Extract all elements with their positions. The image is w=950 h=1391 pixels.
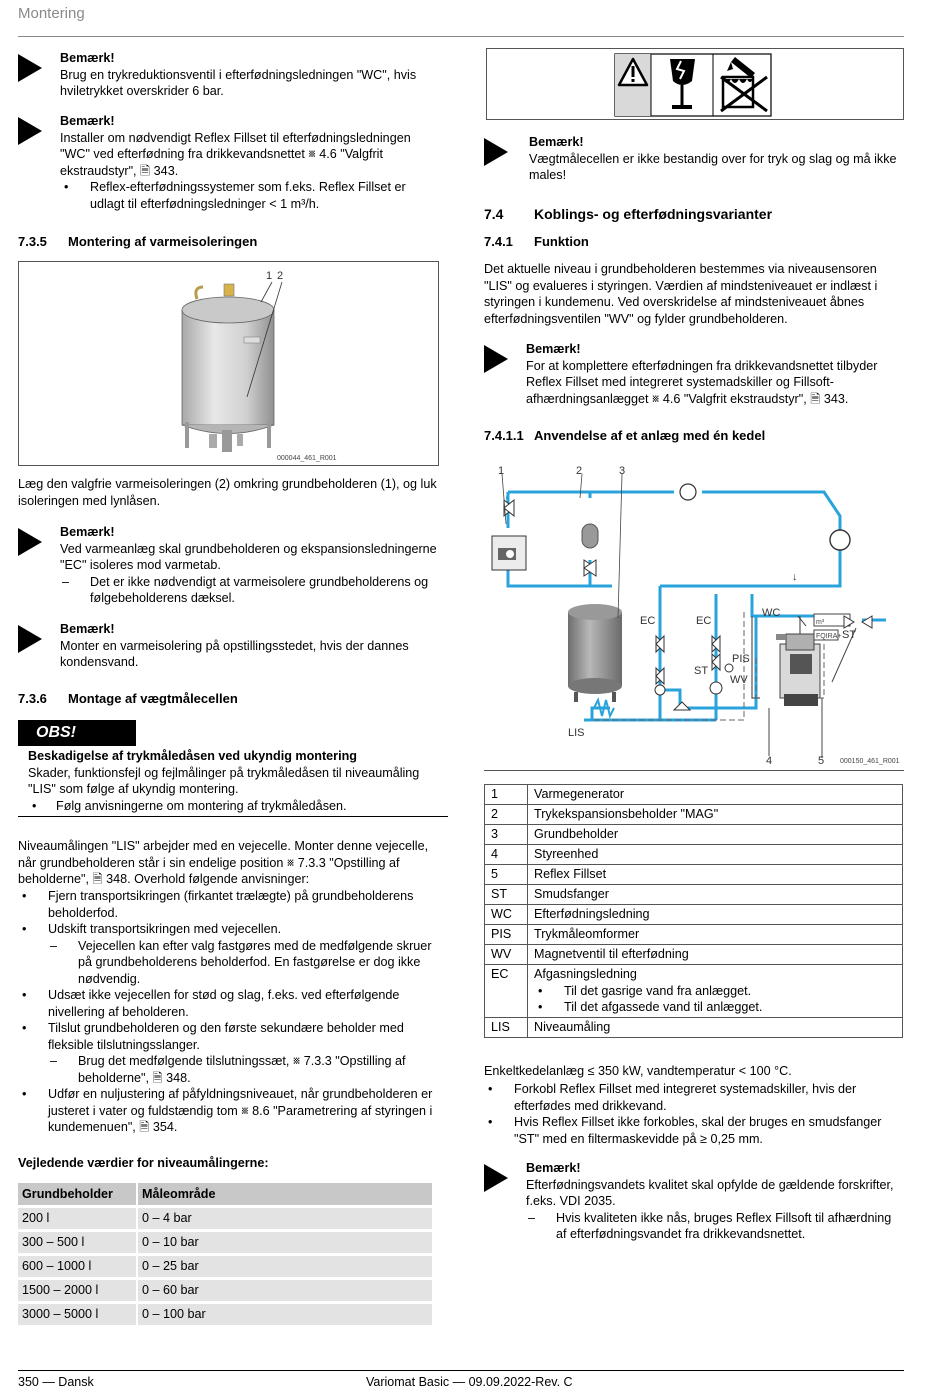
label-st: ST xyxy=(694,665,709,677)
footer-page-language: 350 — Dansk xyxy=(18,1375,94,1389)
table-row xyxy=(485,825,903,845)
obs-bullet: • Følg anvisningerne om montering af trykmåledåsen. xyxy=(28,798,448,815)
table-row xyxy=(18,1232,432,1253)
table-cell: 3000 – 5000 l xyxy=(18,1304,136,1325)
figure-warning-signs xyxy=(486,48,904,120)
boiler-icon xyxy=(492,500,526,570)
table-row xyxy=(485,865,903,885)
table-cell: 200 l xyxy=(18,1208,136,1229)
label-lis: LIS xyxy=(568,727,585,739)
obs-text: Skader, funktionsfejl og fejlmålinger på trykmåledåsen til niveaumåling "LIS" som følge af ukyndig montering. xyxy=(28,765,420,796)
list-item: • Forkobl Reflex Fillset med integreret systemadskiller, hvis der efterfødes med drikkevand. xyxy=(484,1081,904,1114)
legend-value: Magnetventil til efterfødning xyxy=(528,945,903,965)
label-wc: WC xyxy=(762,607,781,619)
note-bullet: • Reflex-efterfødningssystemer som f.eks. Reflex Fillset er udlagt til efterfødningsledninger < 1 m³/h. xyxy=(60,179,438,212)
note-arrow-icon xyxy=(18,54,42,82)
note-weighing-cell xyxy=(484,134,904,184)
list-subitem: – Vejecellen kan efter valg fastgøres med de medfølgende skruer på grundbeholderens beholderfod. En fastgørelse er dog ikke nødvendig. xyxy=(48,938,438,988)
legend-table xyxy=(484,784,903,1038)
legend-key: ST xyxy=(485,885,528,905)
table-header-row xyxy=(18,1183,432,1205)
legend-key: PIS xyxy=(485,925,528,945)
table-row xyxy=(18,1304,432,1325)
label-ec-1: EC xyxy=(640,615,656,627)
legend-key: 4 xyxy=(485,845,528,865)
footer-document-title: Variomat Basic — 09.09.2022-Rev. C xyxy=(366,1375,573,1389)
table-cell: 0 – 100 bar xyxy=(138,1304,432,1325)
note-fillset xyxy=(18,113,438,212)
paragraph-weighing-cell: Niveaumålingen "LIS" arbejder med en vejecelle. Monter denne vejecelle, når grundbeholderen står i sin endelige position ␧ 7.3.3 "Opstilling af beholderne", 🗎 348. Overhold følgende anvisninger: xyxy=(18,839,429,886)
label-ec-2: EC xyxy=(696,615,712,627)
note-condensation xyxy=(18,621,438,671)
note-water-quality xyxy=(484,1160,904,1243)
hydraulic-diagram xyxy=(484,458,904,770)
radiator-icon xyxy=(830,530,850,550)
label-m3: m³ xyxy=(816,619,825,626)
tank-insulation-illustration xyxy=(19,262,438,465)
bullet-list-fillset xyxy=(484,1081,904,1147)
section-title: Montering af varmeisoleringen xyxy=(68,234,258,249)
note-text: Installer om nødvendigt Reflex Fillset til efterfødningsledningen "WC" ved efterfødning fra drikkevandsnettet ␧ 4.6 "Valgfrit ekstraudstyr", 🗎 343. xyxy=(60,130,411,178)
legend-key: 3 xyxy=(485,825,528,845)
legend-key: LIS xyxy=(485,1017,528,1037)
list-item: • Fjern transportsikringen (firkantet trælægte) på grundbeholderens beholderfod. xyxy=(18,888,438,921)
legend-key: 5 xyxy=(485,865,528,885)
legend-key: 1 xyxy=(485,785,528,805)
section-number: 7.3.5 xyxy=(18,234,47,249)
legend-table-wrap xyxy=(484,784,903,1038)
control-unit-icon xyxy=(776,634,820,706)
legend-key: WV xyxy=(485,945,528,965)
paragraph-insulation: Læg den valgfrie varmeisoleringen (2) omkring grundbeholderen (1), og luk isoleringen med lynlåsen. xyxy=(18,477,437,508)
list-item: • Tilslut grundbeholderen og den første sekundære beholder med fleksible tilslutningsslanger. xyxy=(18,1020,438,1053)
page-header: Montering xyxy=(18,5,85,22)
label-pis: PIS xyxy=(732,653,750,665)
table-row xyxy=(485,785,903,805)
legend-value: Styreenhed xyxy=(528,845,903,865)
expansion-vessel-icon xyxy=(582,524,598,576)
section-heading-7-3-6 xyxy=(18,691,238,708)
note-pressure-reducer xyxy=(18,50,438,100)
note-arrow-icon xyxy=(18,117,42,145)
table-row xyxy=(485,805,903,825)
table-cell: 0 – 4 bar xyxy=(138,1208,432,1229)
table-row xyxy=(18,1208,432,1229)
note-arrow-icon xyxy=(484,138,508,166)
paragraph-single-boiler: Enkeltkedelanlæg ≤ 350 kW, vandtemperatur < 100 °C. xyxy=(484,1064,792,1078)
legend-value: Trykmåleomformer xyxy=(528,925,903,945)
callout-2: 2 xyxy=(576,465,583,477)
obs-title: Beskadigelse af trykmåledåsen ved ukyndig montering xyxy=(28,749,357,763)
obs-warning-box xyxy=(18,748,448,817)
table-cell: 0 – 10 bar xyxy=(138,1232,432,1253)
legend-value: Efterfødningsledning xyxy=(528,905,903,925)
table-row xyxy=(18,1280,432,1301)
legend-value: Smudsfanger xyxy=(528,885,903,905)
pump-icon xyxy=(680,484,696,500)
values-table xyxy=(16,1180,434,1328)
legend-value: Reflex Fillset xyxy=(528,865,903,885)
list-item: • Udskift transportsikringen med vejecellen. xyxy=(18,921,438,938)
paragraph-function: Det aktuelle niveau i grundbeholderen bestemmes via niveausensoren "LIS" og evalueres i styringen. Værdien af mindsteniveauet er indlæst i styringen i kundemenu. Ved overskridelse af mindsteniveauet åbnes efterfødningsventilen "WV" og fylder grundbeholderen. xyxy=(484,262,878,326)
label-wv: WV xyxy=(730,674,748,686)
list-item: • Udsæt ikke vejecellen for stød og slag, f.eks. ved efterfølgende nivellering af beholderen. xyxy=(18,987,438,1020)
note-text: Efterfødningsvandets kvalitet skal opfylde de gældende forskrifter, f.eks. VDI 2035. xyxy=(526,1177,894,1208)
callout-4: 4 xyxy=(766,755,773,767)
legend-value: Niveaumåling xyxy=(528,1017,903,1037)
note-title: Bemærk! xyxy=(60,114,115,128)
note-arrow-icon xyxy=(18,625,42,653)
legend-value: Trykekspansionsbeholder "MAG" xyxy=(528,805,903,825)
obs-warning-badge: OBS! xyxy=(18,720,136,746)
note-arrow-icon xyxy=(484,1164,508,1192)
flow-marker-icon: ↓ xyxy=(792,571,798,583)
section-heading-7-3-5 xyxy=(18,234,257,251)
figure-single-boiler-schematic xyxy=(484,458,904,771)
note-title: Bemærk! xyxy=(526,1161,581,1175)
table-cell: 1500 – 2000 l xyxy=(18,1280,136,1301)
callout-5: 5 xyxy=(818,755,825,767)
section-number: 7.3.6 xyxy=(18,691,47,706)
table-row xyxy=(485,885,903,905)
table-row xyxy=(485,925,903,945)
table-cell: 300 – 500 l xyxy=(18,1232,136,1253)
note-arrow-icon xyxy=(484,345,508,373)
note-dash-item: – Hvis kvaliteten ikke nås, bruges Reflex Fillsoft til afhærdning af efterfødningsvandet fra drikkevandsnettet. xyxy=(526,1210,904,1243)
warning-pictograms xyxy=(487,49,903,119)
table-row xyxy=(485,945,903,965)
section-title: Funktion xyxy=(534,234,589,249)
note-text: Vægtmålecellen er ikke bestandig over for tryk og slag og må ikke males! xyxy=(529,151,897,182)
section-number: 7.4.1 xyxy=(484,234,513,249)
legend-value-cell xyxy=(528,965,903,1018)
note-arrow-icon xyxy=(18,528,42,556)
note-title: Bemærk! xyxy=(526,342,581,356)
label-st-fillset: ST xyxy=(842,629,857,641)
note-insulate-heating xyxy=(18,524,438,607)
section-title: Koblings- og efterfødningsvarianter xyxy=(534,206,773,222)
callout-1: 1 xyxy=(266,270,273,282)
list-item: • Hvis Reflex Fillset ikke forkobles, skal der bruges en smudsfanger "ST" med en filtermaskevidde på ≥ 0,25 mm. xyxy=(484,1114,904,1147)
instruction-list xyxy=(18,888,438,1136)
label-fqira: FQIRA+ xyxy=(816,633,842,640)
table-header-cell: Måleområde xyxy=(138,1183,432,1205)
callout-1: 1 xyxy=(498,465,505,477)
note-text: Monter en varmeisolering på opstillingsstedet, hvis der dannes kondensvand. xyxy=(60,638,409,669)
note-fillset-complete xyxy=(484,341,904,407)
note-text: Brug en trykreduktionsventil i efterfødningsledningen "WC", hvis hviletrykket overskrider 6 bar. xyxy=(60,67,417,98)
figure-code: 000150_461_R001 xyxy=(840,758,900,765)
legend-key: 2 xyxy=(485,805,528,825)
legend-key: EC xyxy=(485,965,528,1018)
values-heading: Vejledende værdier for niveaumålingerne: xyxy=(18,1156,269,1170)
table-row xyxy=(485,845,903,865)
legend-key: WC xyxy=(485,905,528,925)
section-heading-7-4-1-1 xyxy=(484,428,765,445)
legend-value: Afgasningsledning xyxy=(534,967,637,981)
note-title: Bemærk! xyxy=(60,525,115,539)
section-number: 7.4.1.1 xyxy=(484,428,524,443)
note-title: Bemærk! xyxy=(60,622,115,636)
callout-3: 3 xyxy=(619,465,626,477)
legend-bullet: • Til det afgassede vand til anlægget. xyxy=(534,999,896,1016)
callout-2: 2 xyxy=(277,270,284,282)
section-number: 7.4 xyxy=(484,206,504,222)
header-divider xyxy=(18,36,904,37)
values-table-wrap xyxy=(16,1180,434,1328)
note-text: Ved varmeanlæg skal grundbeholderen og ekspansionsledningerne "EC" isoleres mod varmetab. xyxy=(60,541,437,572)
note-title: Bemærk! xyxy=(60,51,115,65)
table-row xyxy=(18,1256,432,1277)
section-heading-7-4-1 xyxy=(484,234,589,251)
list-item: • Udfør en nuljustering af påfyldningsniveauet, når grundbeholderen er justeret i vater og fuldstændig tom ␧ 8.6 "Parametrering af styringen i kundemenuen", 🗎 354. xyxy=(18,1086,438,1136)
note-dash-item: – Det er ikke nødvendigt at varmeisolere grundbeholderens og følgebeholderens dæksel. xyxy=(60,574,438,607)
legend-value: Grundbeholder xyxy=(528,825,903,845)
table-header-cell: Grundbeholder xyxy=(18,1183,136,1205)
main-tank-icon xyxy=(568,604,622,702)
legend-value: Varmegenerator xyxy=(528,785,903,805)
figure-insulation xyxy=(18,261,439,466)
table-row xyxy=(485,905,903,925)
footer-divider xyxy=(18,1370,904,1371)
table-row xyxy=(485,1017,903,1037)
section-heading-7-4 xyxy=(484,206,772,223)
table-cell: 600 – 1000 l xyxy=(18,1256,136,1277)
table-cell: 0 – 25 bar xyxy=(138,1256,432,1277)
legend-bullet: • Til det gasrige vand fra anlægget. xyxy=(534,983,896,1000)
section-title: Montage af vægtmålecellen xyxy=(68,691,238,706)
list-subitem: – Brug det medfølgende tilslutningssæt, ␧ 7.3.3 "Opstilling af beholderne", 🗎 348. xyxy=(48,1053,438,1086)
note-text: For at komplettere efterfødningen fra drikkevandsnettet tilbyder Reflex Fillset med integreret systemadskiller og Fillsoft-afhærdningsanlægget ␧ 4.6 "Valgfrit ekstraudstyr", 🗎 343. xyxy=(526,358,878,406)
table-cell: 0 – 60 bar xyxy=(138,1280,432,1301)
section-title: Anvendelse af et anlæg med én kedel xyxy=(534,428,766,443)
note-title: Bemærk! xyxy=(529,135,584,149)
figure-code: 000044_461_R001 xyxy=(277,455,337,462)
table-row xyxy=(485,965,903,1018)
